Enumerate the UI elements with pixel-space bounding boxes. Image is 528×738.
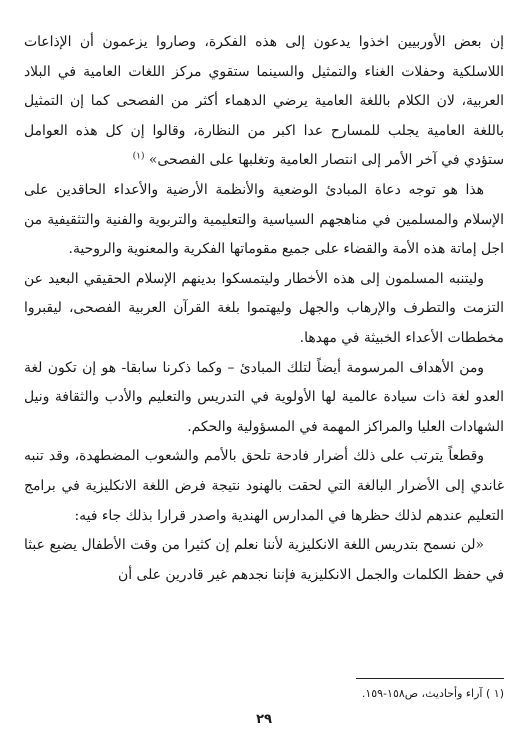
- paragraph-quote-start: [24, 28, 504, 176]
- paragraph: ومن الأهداف المرسومة أيضاً لتلك المبادئ – وكما ذكرنا سابقا- هو إن تكون لغة العدو لغة ذات سيادة عالمية لها الأولوية في التدريس والتعليم والأدب والثقافة ونيل الشهادات العليا والمراكز المهمة في المسؤولية والحكم.: [24, 359, 504, 435]
- page-number: ٢٩: [256, 712, 272, 727]
- page-body: [24, 28, 504, 590]
- footnote-reference: (١): [132, 151, 145, 162]
- paragraph-text: إن بعض الأوربيين اخذوا يدعون إلى هذه الفكرة، وصاروا يزعمون أن الإذاعات اللاسلكية وحفلات الغناء والتمثيل والسينما ستقوي مركز اللغات العامية في البلاد العربية، لان الكلام باللغة العامية يرضي الدهماء أكثر من الفصحى كما إن التمثيل باللغة العامية يجلب للمسارح عدا اكبر من النظارة، وقالوا إن كل هذه العوامل ستؤدي في آخر الأمر إلى انتصار العامية وتغلبها على الفصحى»: [24, 34, 505, 169]
- footnote: (١ ) آراء وأحاديث، ص١٥٨-١٥٩.: [361, 687, 504, 700]
- paragraph: هذا هو توجه دعاة المبادئ الوضعية والأنظمة الأرضية والأعداء الحاقدين على الإسلام والمسلمين في مناهجهم السياسية والتعليمية والتربوية والفنية والتثقيفية من اجل إماتة هذه الأمة والقضاء على جميع مقوماتها الفكرية والمعنوية والروحية.: [24, 181, 504, 258]
- paragraph: وقطعاً يترتب على ذلك أضرار فادحة تلحق بالأمم والشعوب المضطهدة، وقد تنبه غاندي إلى الأضرار البالغة التي لحقت بالهنود نتيجة فرض اللغة الانكليزية في برامج التعليم عندهم لذلك حظرها في المدارس الهندية واصدر قرارا بذلك جاء فيه:: [24, 448, 504, 524]
- footnote-divider: [356, 678, 504, 679]
- paragraph: وليتنبه المسلمون إلى هذه الأخطار وليتمسكوا بدينهم الإسلام الحقيقي البعيد عن التزمت والتطرف والإرهاب والجهل وليهتموا بلغة القرآن العربية الفصحى، ليقبروا مخططات الأعداء الخبيثة في مهدها.: [24, 270, 504, 346]
- paragraph: «لن نسمح بتدريس اللغة الانكليزية لأننا نعلم إن كثيرا من وقت الأطفال يضيع عبثا في حفظ الكلمات والجمل الانكليزية فإننا نجدهم غير قادرين على أن: [24, 537, 504, 583]
